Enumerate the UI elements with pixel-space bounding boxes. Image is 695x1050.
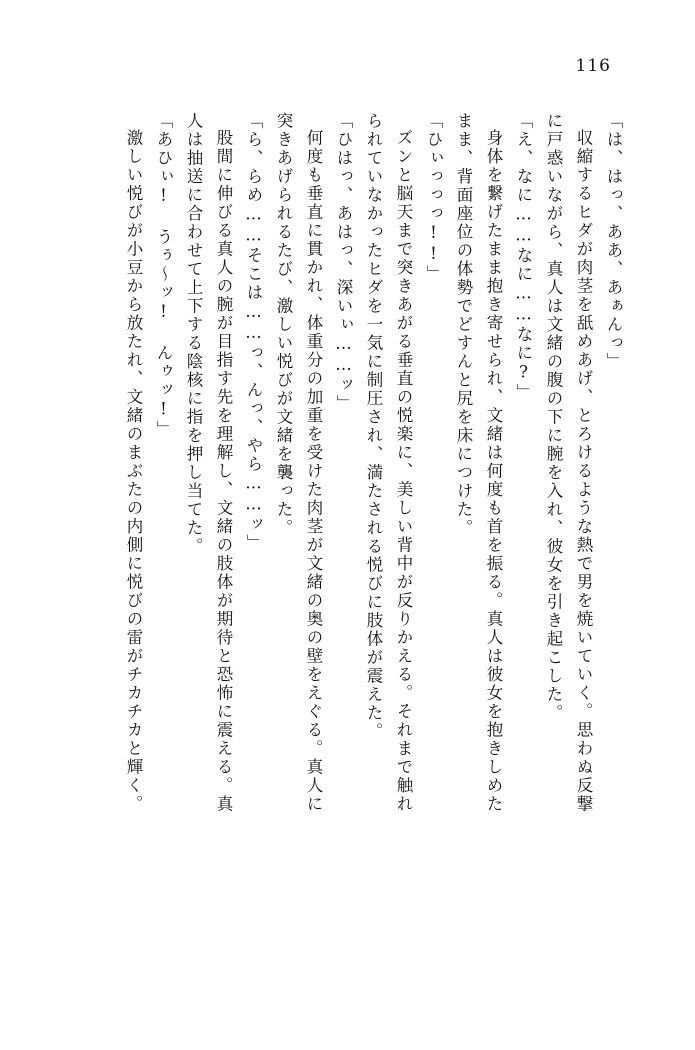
- text-column: ズンと脳天まで突きあがる垂直の悦楽に、美しい背中が反りかえる。それまで触れ: [394, 129, 413, 814]
- text-column: 「ひぃっっっ!!」: [424, 112, 443, 284]
- text-column: 人は抽送に合わせて上下する陰核に指を押し当てた。: [184, 112, 203, 556]
- text-column: 身体を繋げたまま抱き寄せられ、文緒は何度も首を振る。真人は彼女を抱きしめた: [484, 129, 503, 814]
- text-column: 「え、なに……なに……なに?」: [514, 112, 533, 402]
- text-column: 何度も垂直に貫かれ、体重分の加重を受けた肉茎が文緒の奥の壁をえぐる。真人に: [304, 129, 323, 814]
- page-number: 116: [575, 56, 611, 76]
- text-column: られていなかったヒダを一気に制圧され、満たされる悦びに肢体が震えた。: [364, 112, 383, 741]
- text-column: 「ひはっ、あはっ、深いぃ……ッ」: [334, 112, 353, 413]
- text-column: 「あひぃ! うぅ〜ッ! んゥッ!」: [154, 112, 173, 439]
- text-column: 収縮するヒダが肉茎を舐めあげ、とろけるような熱で男を焼いていく。思わぬ反撃: [574, 129, 593, 814]
- text-column: まま、背面座位の体勢でどすんと尻を床につけた。: [454, 112, 473, 538]
- text-column: 「は、はっ、ああ、あぁんっ」: [604, 112, 623, 371]
- text-column: 激しい悦びが小豆から放たれ、文緒のまぶたの内側に悦びの雷がチカチカと輝く。: [124, 129, 143, 814]
- body-text-block: [56, 112, 621, 952]
- text-column: 「ら、らめ……そこは……っ、んっ、やら……ッ」: [244, 112, 263, 553]
- text-column: 突きあげられるたび、激しい悦びが文緒を襲った。: [274, 112, 293, 538]
- text-column: に戸惑いながら、真人は文緒の腹の下に腕を入れ、彼女を引き起こした。: [544, 112, 563, 723]
- text-column: 股間に伸びる真人の腕が目指す先を理解し、文緒の肢体が期待と恐怖に震える。真: [214, 129, 233, 814]
